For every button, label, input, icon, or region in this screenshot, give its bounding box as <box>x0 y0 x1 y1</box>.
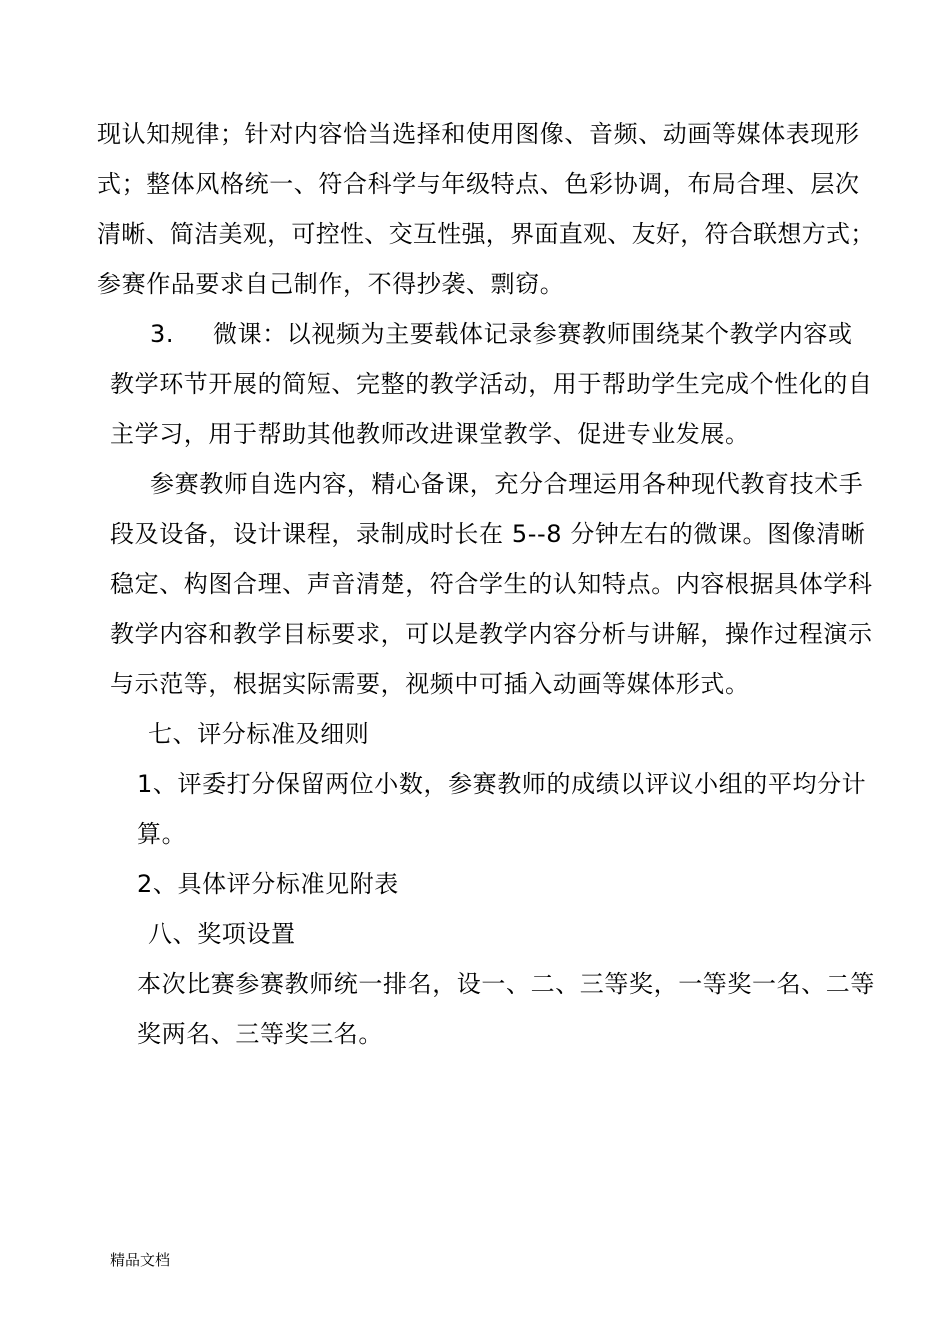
paragraph-line: 式；整体风格统一、符合科学与年级特点、色彩协调，布局合理、层次 <box>97 170 860 198</box>
paragraph-line: 参赛作品要求自己制作，不得抄袭、剽窃。 <box>97 270 565 298</box>
paragraph-line: 教学内容和教学目标要求，可以是教学内容分析与讲解，操作过程演示 <box>110 620 873 648</box>
paragraph-line: 清晰、简洁美观，可控性、交互性强，界面直观、友好，符合联想方式； <box>97 220 875 248</box>
paragraph-line: 本次比赛参赛教师统一排名，设一、二、三等奖，一等奖一名、二等 <box>137 970 875 998</box>
paragraph-line: 奖两名、三等奖三名。 <box>137 1020 383 1048</box>
paragraph-line: 2、具体评分标准见附表 <box>137 870 399 898</box>
paragraph-line: 与示范等，根据实际需要，视频中可插入动画等媒体形式。 <box>110 670 750 698</box>
paragraph-line: 教学环节开展的简短、完整的教学活动，用于帮助学生完成个性化的自 <box>110 370 873 398</box>
paragraph-line: 1、评委打分保留两位小数，参赛教师的成绩以评议小组的平均分计 <box>137 770 867 798</box>
footer-watermark: 精品文档 <box>110 1251 171 1269</box>
section-heading: 八、奖项设置 <box>148 920 296 948</box>
paragraph-line: 算。 <box>137 820 187 848</box>
section-heading: 七、评分标准及细则 <box>148 720 370 748</box>
paragraph-line: 参赛教师自选内容，精心备课，充分合理运用各种现代教育技术手 <box>150 470 864 498</box>
paragraph-line: 段及设备，设计课程，录制成时长在 5--8 分钟左右的微课。图像清晰 <box>110 520 866 548</box>
list-item-number: 3. <box>150 320 175 348</box>
paragraph-line: 主学习，用于帮助其他教师改进课堂教学、促进专业发展。 <box>110 420 750 448</box>
paragraph-line: 稳定、构图合理、声音清楚，符合学生的认知特点。内容根据具体学科 <box>110 570 873 598</box>
paragraph-line: 微课：以视频为主要载体记录参赛教师围绕某个教学内容或 <box>213 320 853 348</box>
paragraph-line: 现认知规律；针对内容恰当选择和使用图像、音频、动画等媒体表现形 <box>97 120 860 148</box>
